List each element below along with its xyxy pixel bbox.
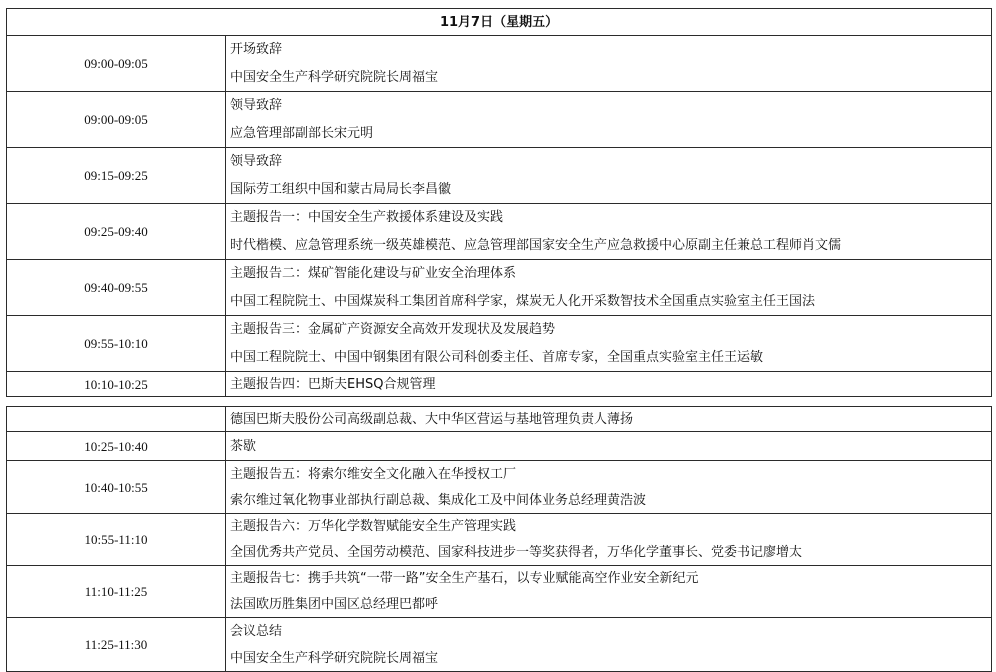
session-speaker: 索尔维过氧化物事业部执行副总裁、集成化工及中间体业务总经理黄浩波 [230,492,647,508]
table-header-row [7,9,992,36]
session-title: 主题报告四：巴斯夫EHSQ合规管理 [230,376,436,392]
session-speaker: 应急管理部副部长宋元明 [230,125,374,141]
session-details [226,566,992,618]
schedule-table-part2 [6,406,992,672]
session-time: 09:55-10:10 [7,316,226,372]
table-row [7,92,992,148]
session-details [226,316,992,372]
session-time: 11:10-11:25 [7,566,226,618]
session-title: 主题报告三：金属矿产资源安全高效开发现状及发展趋势 [230,322,556,337]
session-time: 09:40-09:55 [7,260,226,316]
session-speaker: 中国工程院院士、中国中钢集团有限公司科创委主任、首席专家，全国重点实验室主任王运敏 [230,349,764,365]
schedule-date-header: 11月7日（星期五） [7,9,992,36]
table-row [7,432,992,461]
table-row [7,407,992,432]
session-time: 10:25-10:40 [7,432,226,461]
session-details [226,618,992,672]
session-title: 领导致辞 [230,154,283,169]
session-title: 主题报告二：煤矿智能化建设与矿业安全治理体系 [230,266,517,281]
session-time: 10:10-10:25 [7,372,226,397]
table-row [7,148,992,204]
session-title: 主题报告五：将索尔维安全文化融入在华授权工厂 [230,466,517,482]
session-speaker: 时代楷模、应急管理系统一级英雄模范、应急管理部国家安全生产应急救援中心原副主任兼总工程师肖文儒 [230,237,842,253]
session-time: 11:25-11:30 [7,618,226,672]
session-details [226,407,992,432]
session-title: 主题报告七：携手共筑“一带一路”安全生产基石，以专业赋能高空作业安全新纪元 [230,571,699,586]
session-title: 会议总结 [230,624,283,639]
session-time [7,407,226,432]
session-title: 开场致辞 [230,42,283,57]
table-row [7,260,992,316]
session-title: 领导致辞 [230,98,283,113]
session-details [226,432,992,461]
table-row [7,36,992,92]
table-row [7,316,992,372]
session-time: 10:55-11:10 [7,514,226,566]
session-speaker: 德国巴斯夫股份公司高级副总裁、大中华区营运与基地管理负责人薄扬 [230,411,634,427]
session-time: 09:00-09:05 [7,36,226,92]
table-row [7,204,992,260]
session-title: 主题报告六：万华化学数智赋能安全生产管理实践 [230,519,517,534]
schedule-table-part1 [6,8,992,397]
session-time: 10:40-10:55 [7,461,226,514]
table-row [7,372,992,397]
session-time: 09:00-09:05 [7,92,226,148]
table-row [7,618,992,672]
table-row [7,461,992,514]
session-details [226,92,992,148]
session-title: 主题报告一：中国安全生产救援体系建设及实践 [230,210,504,225]
table-row [7,566,992,618]
session-time: 09:25-09:40 [7,204,226,260]
session-speaker: 中国安全生产科学研究院院长周福宝 [230,650,439,666]
session-details [226,260,992,316]
session-speaker: 国际劳工组织中国和蒙古局局长李昌徽 [230,181,452,197]
session-speaker: 法国欧历胜集团中国区总经理巴都呼 [230,596,439,612]
table-row [7,514,992,566]
session-title: 茶歇 [230,438,257,454]
session-speaker: 中国工程院院士、中国煤炭科工集团首席科学家，煤炭无人化开采数智技术全国重点实验室主任王国法 [230,293,816,309]
session-speaker: 全国优秀共产党员、全国劳动模范、国家科技进步一等奖获得者，万华化学董事长、党委书记廖增太 [230,544,803,560]
session-details [226,372,992,397]
session-time: 09:15-09:25 [7,148,226,204]
session-details [226,204,992,260]
session-details [226,514,992,566]
session-speaker: 中国安全生产科学研究院院长周福宝 [230,69,439,85]
session-details [226,148,992,204]
session-details [226,461,992,514]
session-details [226,36,992,92]
